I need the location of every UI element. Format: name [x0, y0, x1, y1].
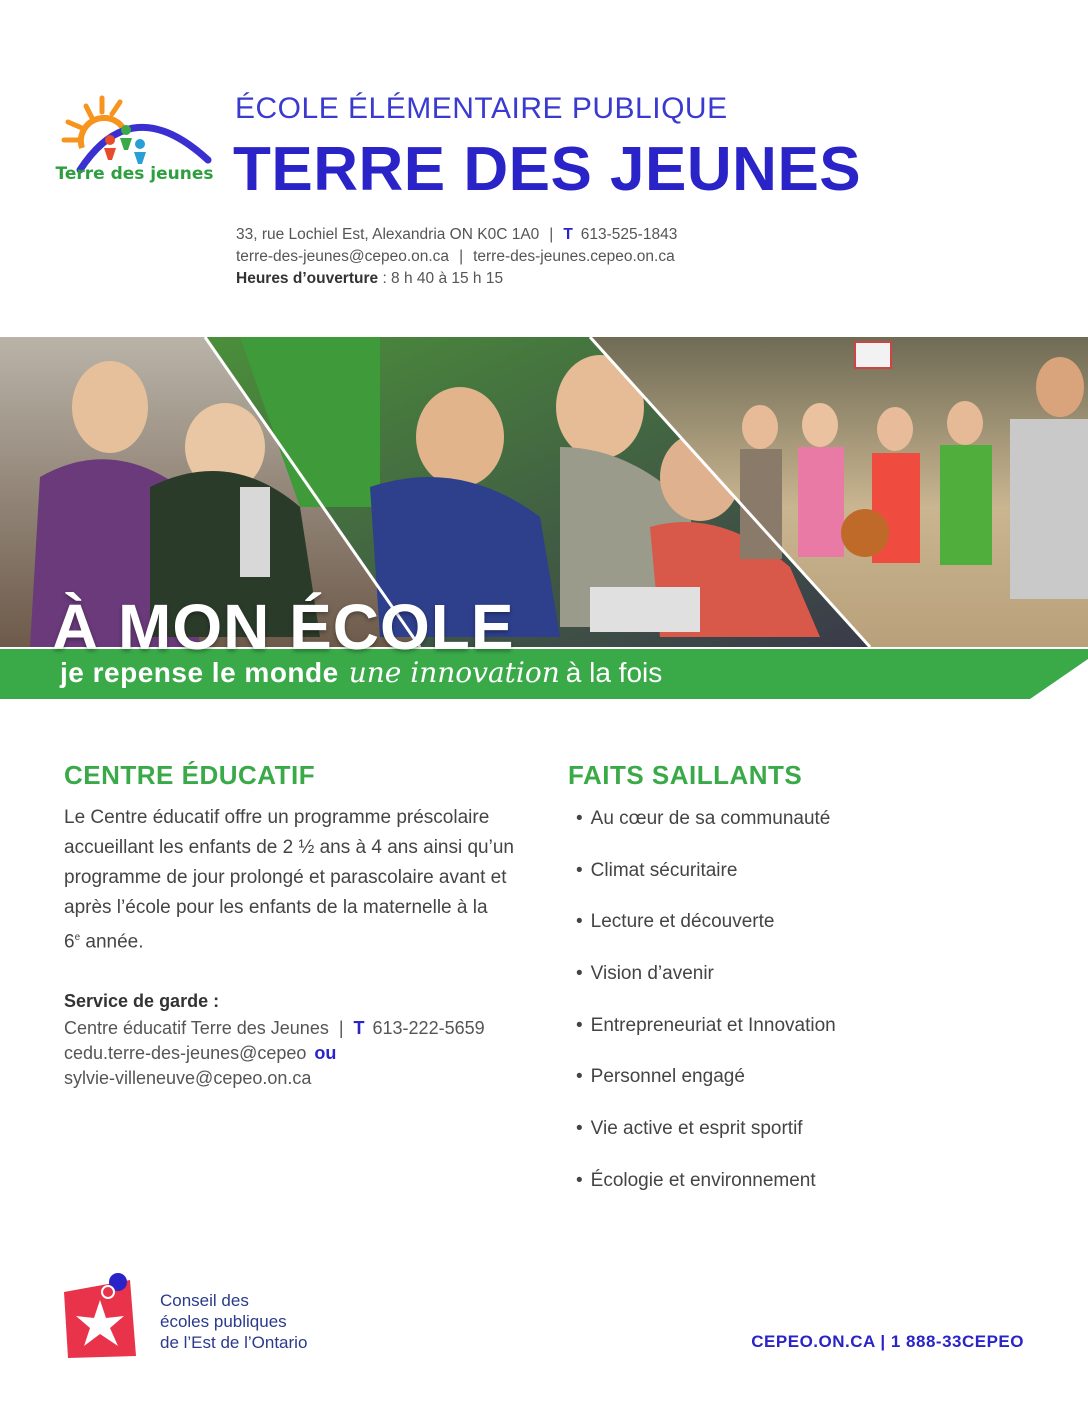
banner-tagline	[60, 656, 662, 689]
list-item: • Vision d’avenir	[576, 963, 836, 1015]
garde-name: Centre éducatif Terre des Jeunes	[64, 1018, 329, 1038]
org-line-3: de l’Est de l’Ontario	[160, 1333, 308, 1352]
hours-value: : 8 h 40 à 15 h 15	[378, 270, 504, 287]
garde-phone[interactable]: 613-222-5659	[372, 1018, 485, 1038]
hours-line	[236, 268, 677, 290]
logo-wordmark: Terre des jeunes	[55, 164, 214, 184]
separator: |	[338, 1018, 344, 1038]
address: 33, rue Lochiel Est, Alexandria ON K0C 1A0	[236, 226, 540, 243]
banner-headline: À MON ÉCOLE	[52, 591, 515, 663]
faits-list	[576, 808, 836, 1222]
footer-site-phone[interactable]: CEPEO.ON.CA | 1 888-33CEPEO	[751, 1332, 1024, 1351]
hours-label: Heures d’ouverture	[236, 270, 379, 287]
email-link[interactable]: terre-des-jeunes@cepeo.on.ca	[236, 248, 450, 265]
garde-email-line	[64, 1041, 485, 1066]
web-line	[236, 246, 677, 268]
list-item: • Vie active et esprit sportif	[576, 1118, 836, 1170]
separator: |	[549, 226, 554, 243]
phone-label: T	[563, 226, 573, 243]
school-type: ÉCOLE ÉLÉMENTAIRE PUBLIQUE	[235, 92, 728, 125]
website-link[interactable]: terre-des-jeunes.cepeo.on.ca	[473, 248, 675, 265]
garde-email-line-2	[64, 1066, 485, 1091]
garde-name-line	[64, 1016, 485, 1041]
garde-or: ou	[314, 1043, 337, 1063]
garde-email-1[interactable]: cedu.terre-des-jeunes@cepeo	[64, 1043, 307, 1063]
list-item: • Au cœur de sa communauté	[576, 808, 836, 860]
grade-suffix: e	[74, 932, 81, 943]
tagline-italic: une innovation	[348, 656, 560, 689]
grade-rest: année.	[80, 931, 144, 953]
garde-contact	[64, 1016, 485, 1091]
org-line-2: écoles publiques	[160, 1312, 287, 1331]
cepeo-name	[160, 1290, 307, 1353]
school-name: TERRE DES JEUNES	[233, 135, 862, 204]
grade-number: 6	[64, 931, 75, 953]
garde-email-2[interactable]: sylvie-villeneuve@cepeo.on.ca	[64, 1068, 312, 1088]
list-item: • Personnel engagé	[576, 1066, 836, 1118]
centre-body-text: Le Centre éducatif offre un programme préscolaire accueillant les enfants de 2 ½ ans à 4 ans ainsi qu’un programme de jour prolongé et parascolaire avant et après l’école pour les enfants de la maternelle à la	[64, 807, 514, 918]
contact-block	[236, 224, 677, 290]
centre-description	[64, 803, 534, 957]
faits-title: FAITS SAILLANTS	[568, 760, 803, 790]
garde-phone-label: T	[353, 1018, 365, 1038]
list-item: • Écologie et environnement	[576, 1170, 836, 1222]
garde-title: Service de garde :	[64, 991, 220, 1011]
list-item: • Lecture et découverte	[576, 911, 836, 963]
org-line-1: Conseil des	[160, 1291, 249, 1310]
phone-number[interactable]: 613-525-1843	[580, 226, 678, 243]
centre-title: CENTRE ÉDUCATIF	[64, 760, 316, 790]
address-line	[236, 224, 677, 246]
cepeo-logo	[60, 1272, 140, 1358]
list-item: • Climat sécuritaire	[576, 860, 836, 912]
tagline-rest: à la fois	[565, 657, 663, 688]
cepeo-star-icon	[60, 1272, 140, 1358]
tagline-bold: je repense le monde	[60, 657, 339, 688]
list-item: • Entrepreneuriat et Innovation	[576, 1015, 836, 1067]
separator: |	[459, 248, 464, 265]
school-logo	[52, 90, 217, 200]
